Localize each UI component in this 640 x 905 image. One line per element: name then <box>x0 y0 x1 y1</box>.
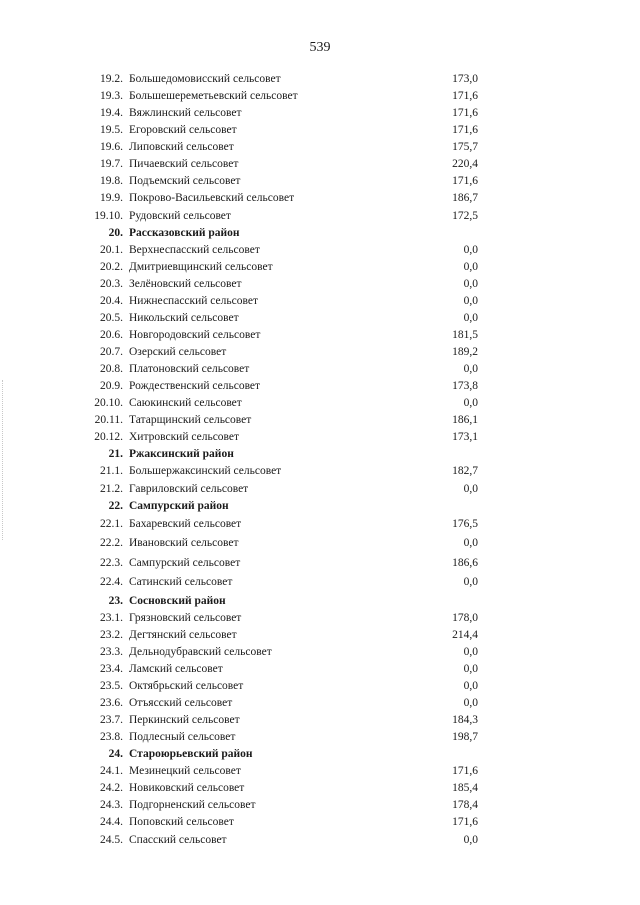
row-value: 175,7 <box>452 141 478 154</box>
row-value: 186,1 <box>452 414 478 427</box>
row-value: 0,0 <box>463 833 478 846</box>
row-number: 22. <box>108 499 123 512</box>
settlement-name: Дмитриевщинский сельсовет <box>129 260 273 273</box>
table-row <box>0 712 640 729</box>
settlement-name: Пичаевский сельсовет <box>129 158 239 171</box>
table-row <box>0 139 640 156</box>
table-row <box>0 481 640 498</box>
row-number: 19.2. <box>100 73 123 85</box>
district-header-row <box>0 498 640 515</box>
settlement-name: Большержаксинский сельсовет <box>129 465 282 478</box>
row-value: 198,7 <box>452 731 478 744</box>
row-value: 178,0 <box>452 611 478 624</box>
table-row <box>0 361 640 378</box>
row-number: 21.2. <box>100 482 123 495</box>
settlement-name: Грязновский сельсовет <box>129 611 242 624</box>
settlement-name: Сатинский сельсовет <box>129 576 233 589</box>
row-value: 0,0 <box>463 679 478 692</box>
table-row <box>0 678 640 695</box>
row-number: 20.3. <box>100 277 123 290</box>
settlement-name: Большешереметьевский сельсовет <box>129 90 298 103</box>
settlement-name: Перкинский сельсовет <box>129 714 240 727</box>
settlement-name: Дельнодубравский сельсовет <box>129 645 272 658</box>
settlement-name: Егоровский сельсовет <box>129 124 237 137</box>
row-value: 176,5 <box>452 517 478 530</box>
settlement-name: Рождественский сельсовет <box>129 380 261 393</box>
settlement-name: Вяжлинский сельсовет <box>129 107 242 120</box>
row-value: 0,0 <box>463 576 478 589</box>
row-value: 173,0 <box>452 73 478 85</box>
table-row <box>0 190 640 207</box>
row-number: 20. <box>108 226 123 239</box>
district-header-row <box>0 225 640 242</box>
settlement-name: Татарщинский сельсовет <box>129 414 252 427</box>
table-row <box>0 259 640 276</box>
row-number: 20.7. <box>100 346 123 358</box>
settlement-name: Верхнеспасский сельсовет <box>129 243 260 256</box>
district-header-row <box>0 593 640 610</box>
table-row <box>0 71 640 88</box>
row-number: 20.11. <box>94 414 123 427</box>
row-value: 171,6 <box>452 107 478 120</box>
row-value: 220,4 <box>452 158 478 171</box>
row-value: 178,4 <box>452 799 478 812</box>
row-number: 22.2. <box>100 537 123 550</box>
row-value: 173,1 <box>452 431 478 444</box>
table-row <box>0 814 640 831</box>
row-value: 0,0 <box>463 277 478 290</box>
table-row <box>0 627 640 644</box>
settlement-name: Зелёновский сельсовет <box>129 277 242 290</box>
row-number: 24.1. <box>100 765 123 778</box>
district-name: Сампурский район <box>129 499 229 512</box>
table-row <box>0 173 640 190</box>
table-row <box>0 661 640 678</box>
district-name: Староюрьевский район <box>129 748 253 761</box>
row-number: 20.8. <box>100 363 123 376</box>
row-number: 23.4. <box>100 662 123 675</box>
row-number: 20.1. <box>100 243 123 256</box>
table-row <box>0 122 640 139</box>
table-row <box>0 463 640 480</box>
row-number: 21.1. <box>100 465 123 478</box>
row-value: 171,6 <box>452 124 478 137</box>
row-number: 19.9. <box>100 192 123 205</box>
table-row <box>0 310 640 327</box>
table-row <box>0 695 640 712</box>
district-name: Сосновский район <box>129 594 226 607</box>
row-number: 20.9. <box>100 380 123 393</box>
table-row <box>0 763 640 780</box>
table-row <box>0 554 640 574</box>
row-number: 24.2. <box>100 782 123 795</box>
settlement-name: Никольский сельсовет <box>129 311 239 324</box>
row-value: 0,0 <box>463 363 478 376</box>
row-value: 186,7 <box>452 192 478 205</box>
row-number: 23.7. <box>100 714 123 727</box>
row-value: 173,8 <box>452 380 478 393</box>
row-number: 24.3. <box>100 799 123 812</box>
table-row <box>0 797 640 814</box>
row-number: 19.4. <box>100 107 123 120</box>
table-row <box>0 429 640 446</box>
row-value: 0,0 <box>463 537 478 550</box>
row-value: 184,3 <box>452 714 478 727</box>
row-value: 0,0 <box>463 397 478 410</box>
table-row <box>0 156 640 173</box>
district-name: Рассказовский район <box>129 226 240 239</box>
table-row <box>0 412 640 429</box>
row-value: 181,5 <box>452 328 478 341</box>
settlement-name: Октябрьский сельсовет <box>129 679 244 692</box>
row-number: 23.3. <box>100 645 123 658</box>
table-row <box>0 610 640 627</box>
row-value: 172,5 <box>452 209 478 222</box>
settlement-name: Подлесный сельсовет <box>129 731 236 744</box>
row-number: 23.1. <box>100 611 123 624</box>
row-number: 24.4. <box>100 816 123 829</box>
row-value: 0,0 <box>463 243 478 256</box>
district-header-row <box>0 446 640 463</box>
row-number: 20.6. <box>100 328 123 341</box>
row-value: 171,6 <box>452 816 478 829</box>
settlement-name: Ивановский сельсовет <box>129 537 239 550</box>
settlement-name: Поповский сельсовет <box>129 816 234 829</box>
row-number: 19.7. <box>100 158 123 171</box>
table-row <box>0 293 640 310</box>
settlement-name: Подгорненский сельсовет <box>129 799 256 812</box>
table-row <box>0 208 640 225</box>
row-value: 0,0 <box>463 311 478 324</box>
settlement-name: Новиковский сельсовет <box>129 782 245 795</box>
row-number: 20.5. <box>100 311 123 324</box>
row-value: 171,6 <box>452 765 478 778</box>
table-row <box>0 395 640 412</box>
settlement-name: Бахаревский сельсовет <box>129 517 242 530</box>
row-number: 20.2. <box>100 260 123 273</box>
row-value: 0,0 <box>463 662 478 675</box>
table-row <box>0 105 640 122</box>
table-row <box>0 327 640 344</box>
row-value: 214,4 <box>452 628 478 641</box>
settlement-name: Большедомовисский сельсовет <box>129 73 281 85</box>
row-number: 20.10. <box>94 397 123 410</box>
table-row <box>0 515 640 535</box>
settlement-name: Подъемский сельсовет <box>129 175 241 188</box>
row-number: 23.8. <box>100 731 123 744</box>
row-number: 19.10. <box>94 209 123 222</box>
page-number: 539 <box>309 40 331 55</box>
settlement-name: Сампурский сельсовет <box>129 556 241 569</box>
row-value: 0,0 <box>463 645 478 658</box>
table-row <box>0 729 640 746</box>
settlement-name: Нижнеспасский сельсовет <box>129 294 258 307</box>
row-number: 23.5. <box>100 679 123 692</box>
settlement-name: Платоновский сельсовет <box>129 363 250 376</box>
row-value: 0,0 <box>463 697 478 709</box>
table-row <box>0 780 640 797</box>
row-value: 171,6 <box>452 90 478 103</box>
district-header-row <box>0 746 640 763</box>
settlement-name: Отъясский сельсовет <box>129 697 233 709</box>
row-number: 19.3. <box>100 90 123 103</box>
row-number: 20.4. <box>100 294 123 307</box>
row-number: 23.2. <box>100 628 123 641</box>
settlement-name: Новгородовский сельсовет <box>129 328 261 341</box>
table-row <box>0 832 640 849</box>
settlement-name: Хитровский сельсовет <box>129 431 240 444</box>
row-number: 21. <box>108 448 123 461</box>
data-table <box>0 71 640 849</box>
row-number: 23. <box>108 594 123 607</box>
table-row <box>0 644 640 661</box>
row-value: 189,2 <box>452 346 478 358</box>
district-name: Ржаксинский район <box>129 448 234 461</box>
row-value: 182,7 <box>452 465 478 478</box>
row-value: 186,6 <box>452 556 478 569</box>
table-row <box>0 573 640 593</box>
table-row <box>0 276 640 293</box>
row-number: 22.4. <box>100 576 123 589</box>
settlement-name: Гавриловский сельсовет <box>129 482 249 495</box>
row-number: 24. <box>108 748 123 761</box>
row-number: 20.12. <box>94 431 123 444</box>
settlement-name: Ламский сельсовет <box>129 662 223 675</box>
row-number: 24.5. <box>100 833 123 846</box>
row-value: 0,0 <box>463 260 478 273</box>
settlement-name: Рудовский сельсовет <box>129 209 231 222</box>
settlement-name: Покрово-Васильевский сельсовет <box>129 192 295 205</box>
settlement-name: Дегтянский сельсовет <box>129 628 237 641</box>
table-row <box>0 242 640 259</box>
row-number: 22.3. <box>100 556 123 569</box>
row-number: 19.8. <box>100 175 123 188</box>
table-row <box>0 378 640 395</box>
row-number: 19.6. <box>100 141 123 154</box>
row-value: 171,6 <box>452 175 478 188</box>
settlement-name: Мезинецкий сельсовет <box>129 765 241 778</box>
settlement-name: Спасский сельсовет <box>129 833 227 846</box>
table-row <box>0 88 640 105</box>
table-row <box>0 344 640 361</box>
settlement-name: Липовский сельсовет <box>129 141 234 154</box>
row-number: 22.1. <box>100 517 123 530</box>
row-number: 23.6. <box>100 697 123 709</box>
row-value: 0,0 <box>463 294 478 307</box>
settlement-name: Саюкинский сельсовет <box>129 397 242 410</box>
row-value: 185,4 <box>452 782 478 795</box>
settlement-name: Озерский сельсовет <box>129 346 227 358</box>
row-value: 0,0 <box>463 482 478 495</box>
table-row <box>0 534 640 554</box>
row-number: 19.5. <box>100 124 123 137</box>
